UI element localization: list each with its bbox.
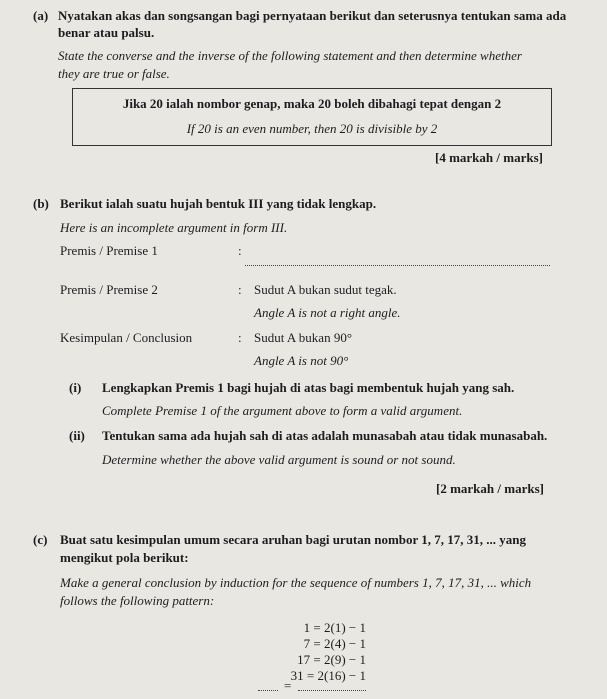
q2-label: (ii): [69, 428, 85, 443]
part-c-english-line1: Make a general conclusion by induction for the sequence of numbers 1, 7, 17, 31, ... which: [60, 575, 532, 590]
premise1-colon: :: [238, 243, 242, 258]
q1-english: Complete Premise 1 of the argument above to form a valid argument.: [102, 403, 463, 418]
part-b-english-intro: Here is an incomplete argument in form III.: [60, 220, 288, 235]
conclusion-colon: :: [238, 330, 242, 345]
conclusion-label: Kesimpulan / Conclusion: [60, 330, 193, 345]
answer-rhs-line: [298, 690, 366, 691]
part-a-english-line2: they are true or false.: [58, 66, 170, 81]
answer-equals: =: [284, 678, 292, 693]
premise2-english: Angle A is not a right angle.: [254, 305, 401, 320]
part-c-malay-line2: mengikut pola berikut:: [60, 550, 189, 565]
q1-label: (i): [69, 380, 82, 395]
part-a-malay-line1: Nyatakan akas dan songsangan bagi pernyataan berikut dan seterusnya tentukan sama ada: [58, 8, 567, 23]
part-b-malay-intro: Berikut ialah suatu hujah bentuk III yang tidak lengkap.: [60, 196, 377, 211]
part-c-label: (c): [33, 532, 48, 547]
statement-english: If 20 is an even number, then 20 is divisible by 2: [186, 121, 438, 136]
premise1-answer-line: [245, 265, 550, 266]
part-b-label: (b): [33, 196, 49, 211]
conclusion-english: Angle A is not 90°: [254, 353, 349, 368]
premise2-colon: :: [238, 282, 242, 297]
answer-lhs-line: [258, 690, 278, 691]
equation-line: 1 = 2(1) − 1: [303, 620, 366, 635]
part-a-marks: [4 markah / marks]: [435, 150, 543, 165]
q2-english: Determine whether the above valid argument is sound or not sound.: [102, 452, 456, 467]
statement-box: [72, 88, 552, 146]
premise2-malay: Sudut A bukan sudut tegak.: [254, 282, 397, 297]
premise2-label: Premis / Premise 2: [60, 282, 158, 297]
q1-malay: Lengkapkan Premis 1 bagi hujah di atas bagi membentuk hujah yang sah.: [102, 380, 515, 395]
statement-malay: Jika 20 ialah nombor genap, maka 20 boleh dibahagi tepat dengan 2: [122, 96, 502, 111]
part-c-malay-line1: Buat satu kesimpulan umum secara aruhan bagi urutan nombor 1, 7, 17, 31, ... yang: [60, 532, 527, 547]
equation-line: 31 = 2(16) − 1: [290, 668, 366, 683]
part-c-english-line2: follows the following pattern:: [60, 593, 215, 608]
premise1-label: Premis / Premise 1: [60, 243, 158, 258]
part-a-english-line1: State the converse and the inverse of the following statement and then determine whether: [58, 48, 522, 63]
equation-list: [256, 620, 366, 684]
equation-line: 7 = 2(4) − 1: [303, 636, 366, 651]
part-a-malay-line2: benar atau palsu.: [58, 25, 155, 40]
part-b-marks: [2 markah / marks]: [436, 481, 544, 496]
conclusion-malay: Sudut A bukan 90°: [254, 330, 353, 345]
equation-line: 17 = 2(9) − 1: [297, 652, 366, 667]
part-a-label: (a): [33, 8, 49, 23]
q2-malay: Tentukan sama ada hujah sah di atas adalah munasabah atau tidak munasabah.: [102, 428, 548, 443]
